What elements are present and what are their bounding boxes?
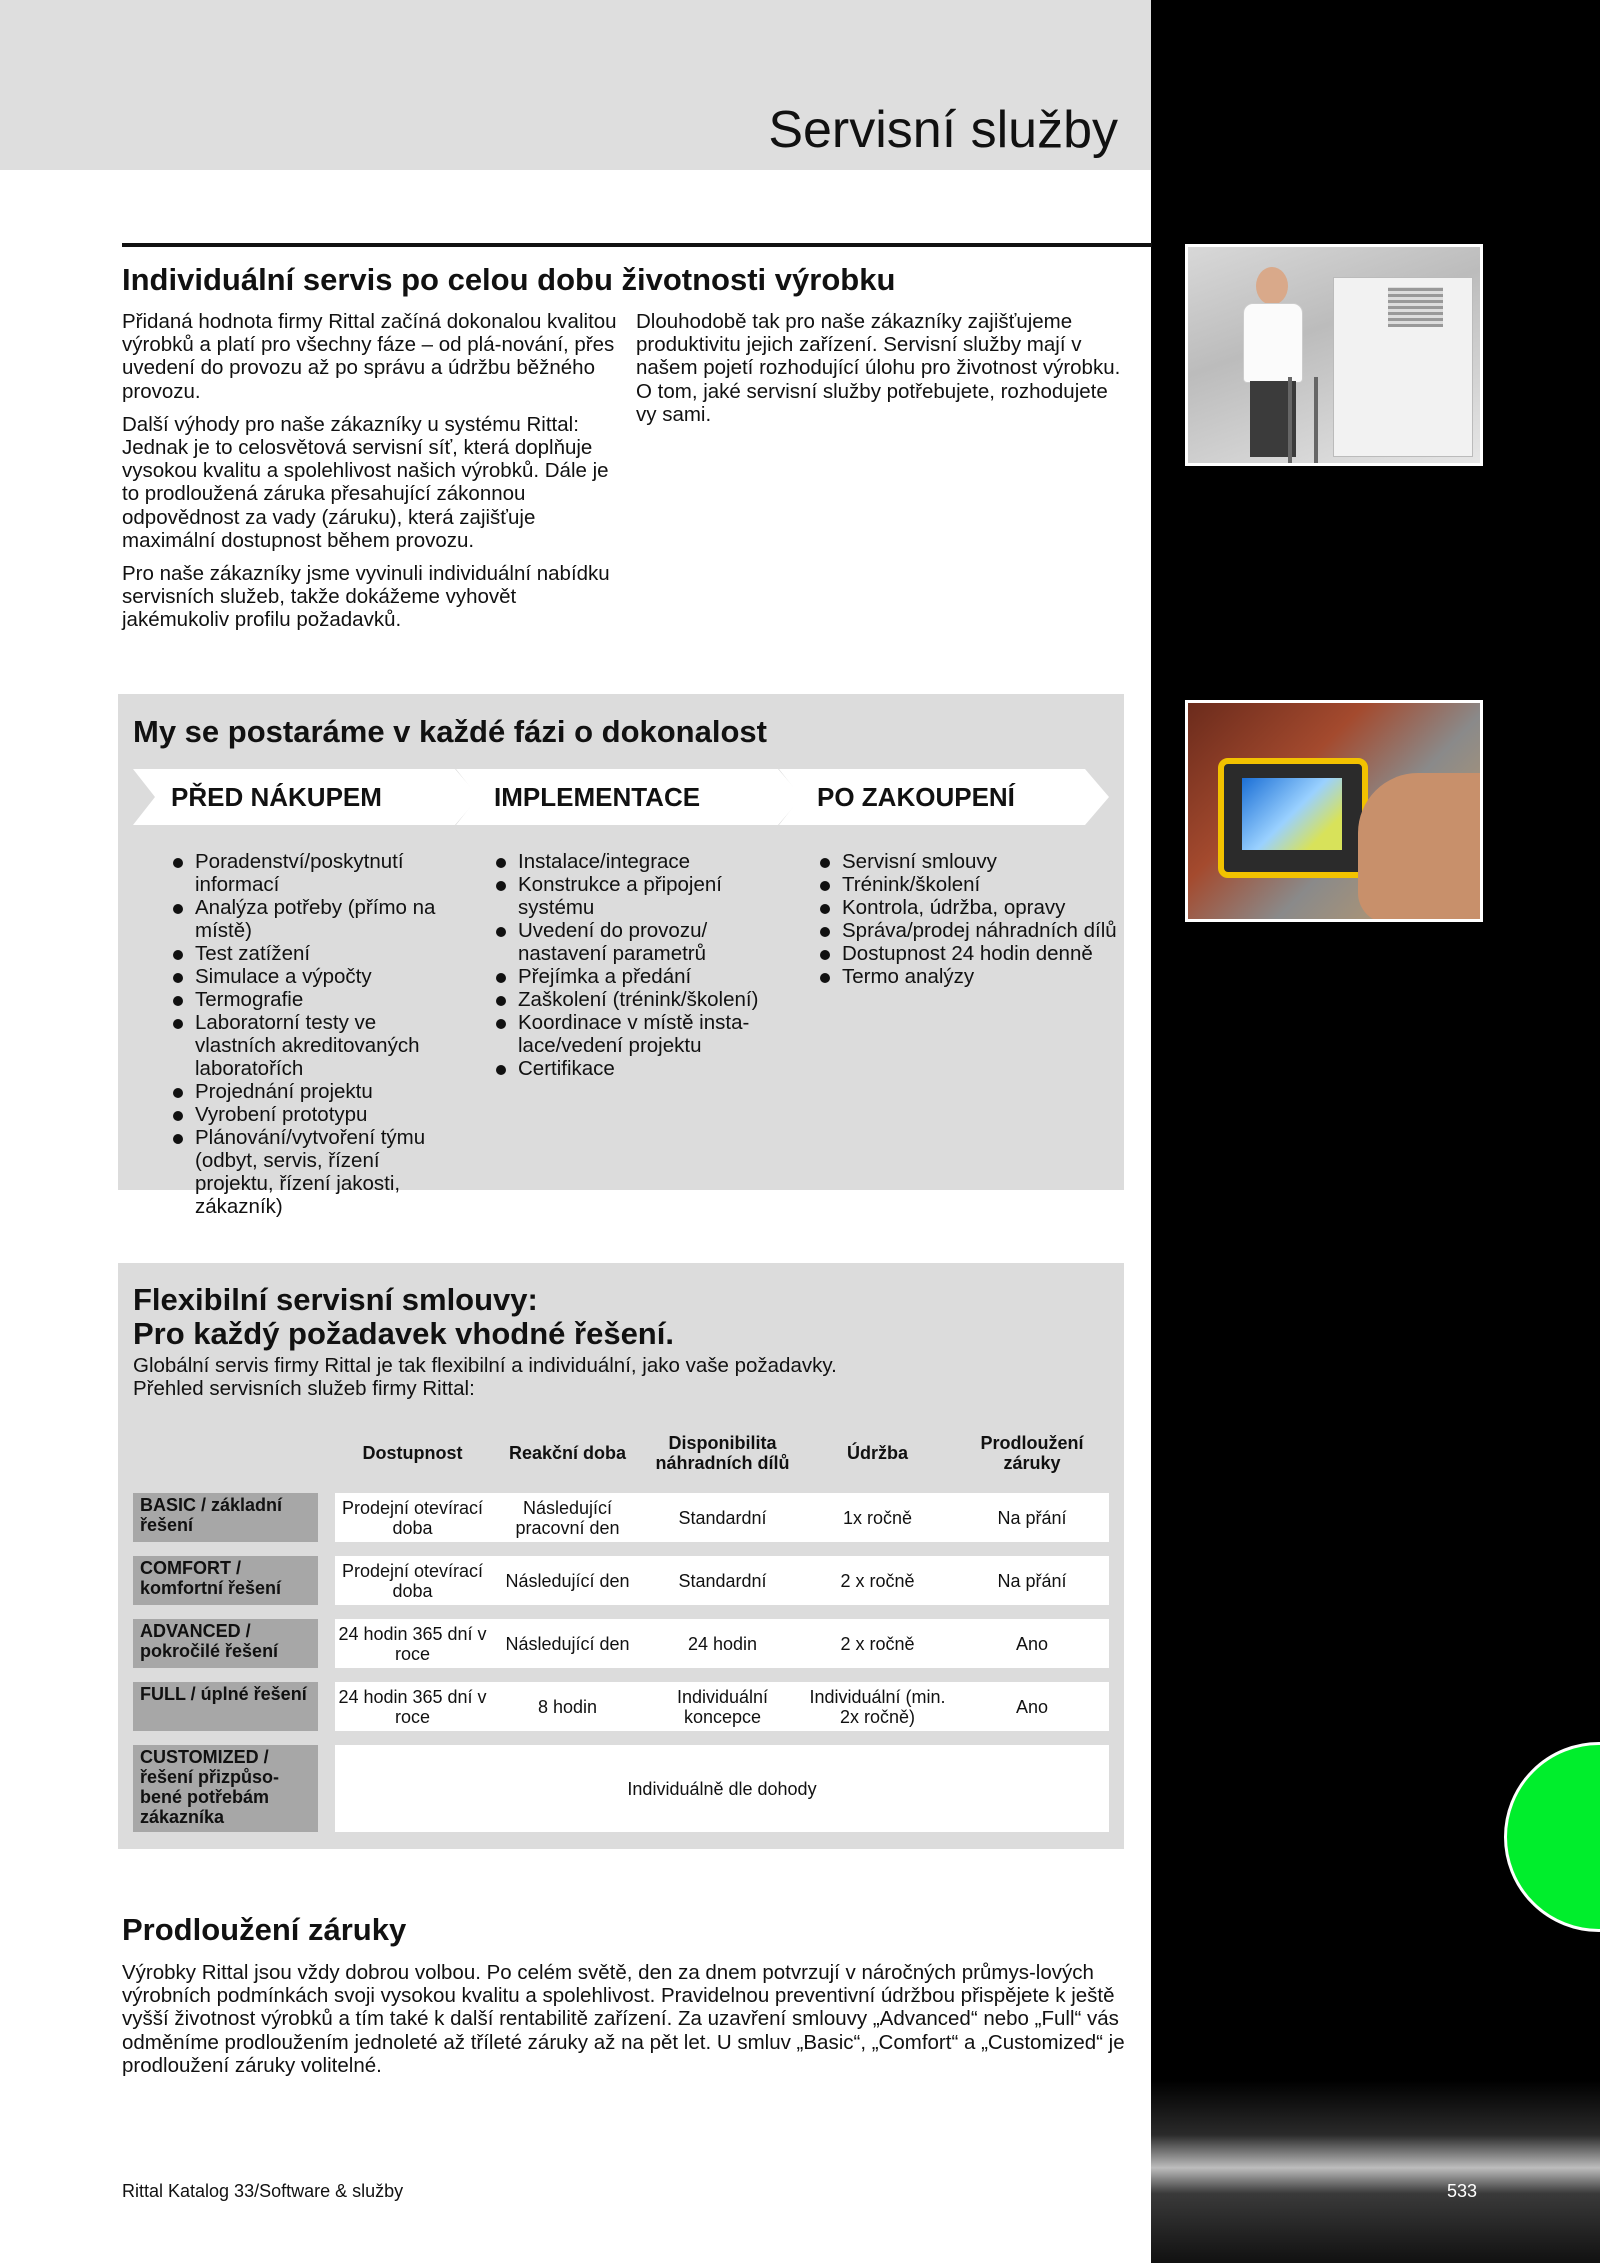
table-header: Dostupnost (362, 1443, 463, 1463)
phase-title: PO ZAKOUPENÍ (817, 782, 1015, 812)
contracts-heading-line: Pro každý požadavek vhodné řešení. (133, 1316, 674, 1351)
phase-list-after (818, 850, 1118, 988)
table-cell: Individuální koncepce (676, 1686, 769, 1727)
list-item: Uvedení do provozu/ nastavení parametrů (494, 919, 784, 965)
table-cell: Na přání (997, 1507, 1067, 1528)
table-row-label: BASIC / základní řešení (133, 1493, 318, 1542)
list-item: Instalace/integrace (494, 850, 784, 873)
table-cell: Prodejní otevírací doba (341, 1497, 484, 1538)
page-title: Servisní služby (768, 101, 1118, 159)
table-cell: 24 hodin 365 dní v roce (338, 1686, 487, 1727)
list-item: Termo analýzy (818, 965, 1118, 988)
phase-chevron (133, 769, 479, 825)
table-cell: Individuální (min. 2x ročně) (809, 1686, 946, 1727)
table-row-label: CUSTOMIZED / řešení přizpůso-bené potřebám zákazníka (133, 1745, 318, 1832)
phase-list-before (171, 850, 461, 1218)
list-item: Trénink/školení (818, 873, 1118, 896)
table-header: Údržba (846, 1443, 908, 1463)
table-row (335, 1619, 1109, 1668)
contracts-intro (133, 1354, 1033, 1400)
table-cell: 8 hodin (537, 1696, 598, 1717)
table-cell: Na přání (997, 1570, 1067, 1591)
technician-cabinet-photo (1185, 244, 1483, 466)
contracts-heading (133, 1283, 674, 1351)
contracts-intro-line: Přehled servisních služeb firmy Rittal: (133, 1377, 475, 1400)
footer-catalog: Rittal Katalog 33/Software & služby (122, 2181, 404, 2201)
table-cell: 24 hodin 365 dní v roce (338, 1623, 487, 1664)
phases-heading: My se postaráme v každé fázi o dokonalost (133, 714, 767, 749)
table-cell: Následující den (505, 1570, 630, 1591)
phase-chevrons (133, 769, 1109, 825)
photo-hand (1358, 773, 1483, 922)
table-row (335, 1745, 1109, 1832)
list-item: Vyrobení prototypu (171, 1103, 461, 1126)
table-row (335, 1556, 1109, 1605)
table-row-label: FULL / úplné řešení (133, 1682, 318, 1731)
thermography-photo (1185, 700, 1483, 922)
intro-paragraph: Další výhody pro naše zákazníky u systému Rittal: Jednak je to celosvětová servisní síť, která doplňuje vysokou kvalitu a spolehlivost našich výrobků. Dále je to prodloužená záruka přesahující zákonnou odpovědnost za vady (záruku), která zajišťuje maximální dostupnost během provozu. (122, 412, 609, 552)
contracts-intro-line: Globální servis firmy Rittal je tak flexibilní a individuální, jako vaše požadavky. (133, 1354, 837, 1377)
sidebar-light-streak (1151, 2080, 1600, 2263)
phase-title: IMPLEMENTACE (494, 782, 701, 812)
intro-paragraph: Přidaná hodnota firmy Rittal začíná dokonalou kvalitou výrobků a platí pro všechny fáze – od plá-nování, přes uvedení do provozu až po správu a údržbu běžného provozu. (122, 310, 617, 403)
list-item: Poradenství/poskytnutí informací (171, 850, 461, 896)
table-cell: Následující den (505, 1633, 630, 1654)
table-cell: Ano (1015, 1696, 1049, 1717)
list-item: Přejímka a předání (494, 965, 784, 988)
page-number: 533 (1447, 2181, 1478, 2201)
table-row (335, 1493, 1109, 1542)
table-cell: Standardní (678, 1570, 767, 1591)
list-item: Konstrukce a připojení systému (494, 873, 784, 919)
warranty-heading: Prodloužení záruky (122, 1912, 407, 1947)
list-item: Dostupnost 24 hodin denně (818, 942, 1118, 965)
phase-chevron (779, 769, 1109, 825)
table-cell: 2 x ročně (840, 1633, 915, 1654)
list-item: Zaškolení (trénink/školení) (494, 988, 784, 1011)
list-item: Termografie (171, 988, 461, 1011)
list-item: Certifikace (494, 1057, 784, 1080)
table-cell: 2 x ročně (840, 1570, 915, 1591)
list-item: Test zatížení (171, 942, 461, 965)
phase-chevron (456, 769, 802, 825)
phases-panel (118, 694, 1124, 1218)
table-header: Disponibilita náhradních dílů (655, 1433, 790, 1473)
phase-title: PŘED NÁKUPEM (171, 782, 382, 812)
list-item: Správa/prodej náhradních dílů (818, 919, 1118, 942)
photo-thermal-camera (1218, 758, 1368, 878)
list-item: Plánování/vytvoření týmu (odbyt, servis, řízení projektu, řízení jakosti, zákazník) (171, 1126, 461, 1218)
list-item: Koordinace v místě insta-lace/vedení projektu (494, 1011, 784, 1057)
intro-left-column (122, 310, 622, 642)
table-row-label: ADVANCED / pokročilé řešení (133, 1619, 318, 1668)
list-item: Analýza potřeby (přímo na místě) (171, 896, 461, 942)
table-cell: Standardní (678, 1507, 767, 1528)
table-cell: Následující pracovní den (515, 1497, 620, 1538)
table-cell: 24 hodin (687, 1633, 758, 1654)
photo-cooling-unit (1388, 287, 1443, 327)
contracts-panel (118, 1263, 1124, 1849)
table-header: Prodloužení záruky (980, 1433, 1084, 1473)
table-cell: Ano (1015, 1633, 1049, 1654)
table-row-label: COMFORT / komfortní řešení (133, 1556, 318, 1605)
contracts-heading-line: Flexibilní servisní smlouvy: (133, 1282, 538, 1317)
list-item: Laboratorní testy ve vlastních akreditovaných laboratořích (171, 1011, 461, 1080)
photo-ladder (1288, 377, 1318, 466)
table-row (335, 1682, 1109, 1731)
intro-right-column (636, 310, 1126, 436)
table-cell-merged: Individuálně dle dohody (627, 1778, 817, 1799)
warranty-body: Výrobky Rittal jsou vždy dobrou volbou. Po celém světě, den za dnem potvrzují v náročných průmys-lových výrobních podmínkách svoji vysokou kvalitu a spolehlivost. Pravidelnou preventivní údržbou přispějete k ještě vyšší životnost výrobků a tím také k další rentabilitě zařízení. Za uzavření smlouvy „Advanced“ nebo „Full“ vás odměníme prodloužením jednoleté až tříleté záruky až na pět let. U smluv „Basic“, „Comfort“ a „Customized“ je prodloužení záruky volitelné. (122, 1961, 1125, 2077)
table-cell: Prodejní otevírací doba (341, 1560, 484, 1601)
list-item: Projednání projektu (171, 1080, 461, 1103)
table-cell: 1x ročně (842, 1507, 913, 1528)
list-item: Servisní smlouvy (818, 850, 1118, 873)
phase-list-implementation (494, 850, 784, 1080)
section-rule (122, 243, 1152, 247)
list-item: Kontrola, údržba, opravy (818, 896, 1118, 919)
table-header: Reakční doba (508, 1443, 627, 1463)
intro-paragraph: Pro naše zákazníky jsme vyvinuli individuální nabídku servisních služeb, takže dokážeme vyhovět jakémukoliv profilu požadavků. (122, 562, 610, 632)
list-item: Simulace a výpočty (171, 965, 461, 988)
intro-paragraph: Dlouhodobě tak pro naše zákazníky zajišťujeme produktivitu jejich zařízení. Servisní služby mají v našem pojetí rozhodující úlohu pro životnost výrobku. O tom, jaké servisní služby potřebujete, rozhodujete vy sami. (636, 310, 1121, 426)
intro-heading: Individuální servis po celou dobu životnosti výrobku (122, 262, 896, 297)
